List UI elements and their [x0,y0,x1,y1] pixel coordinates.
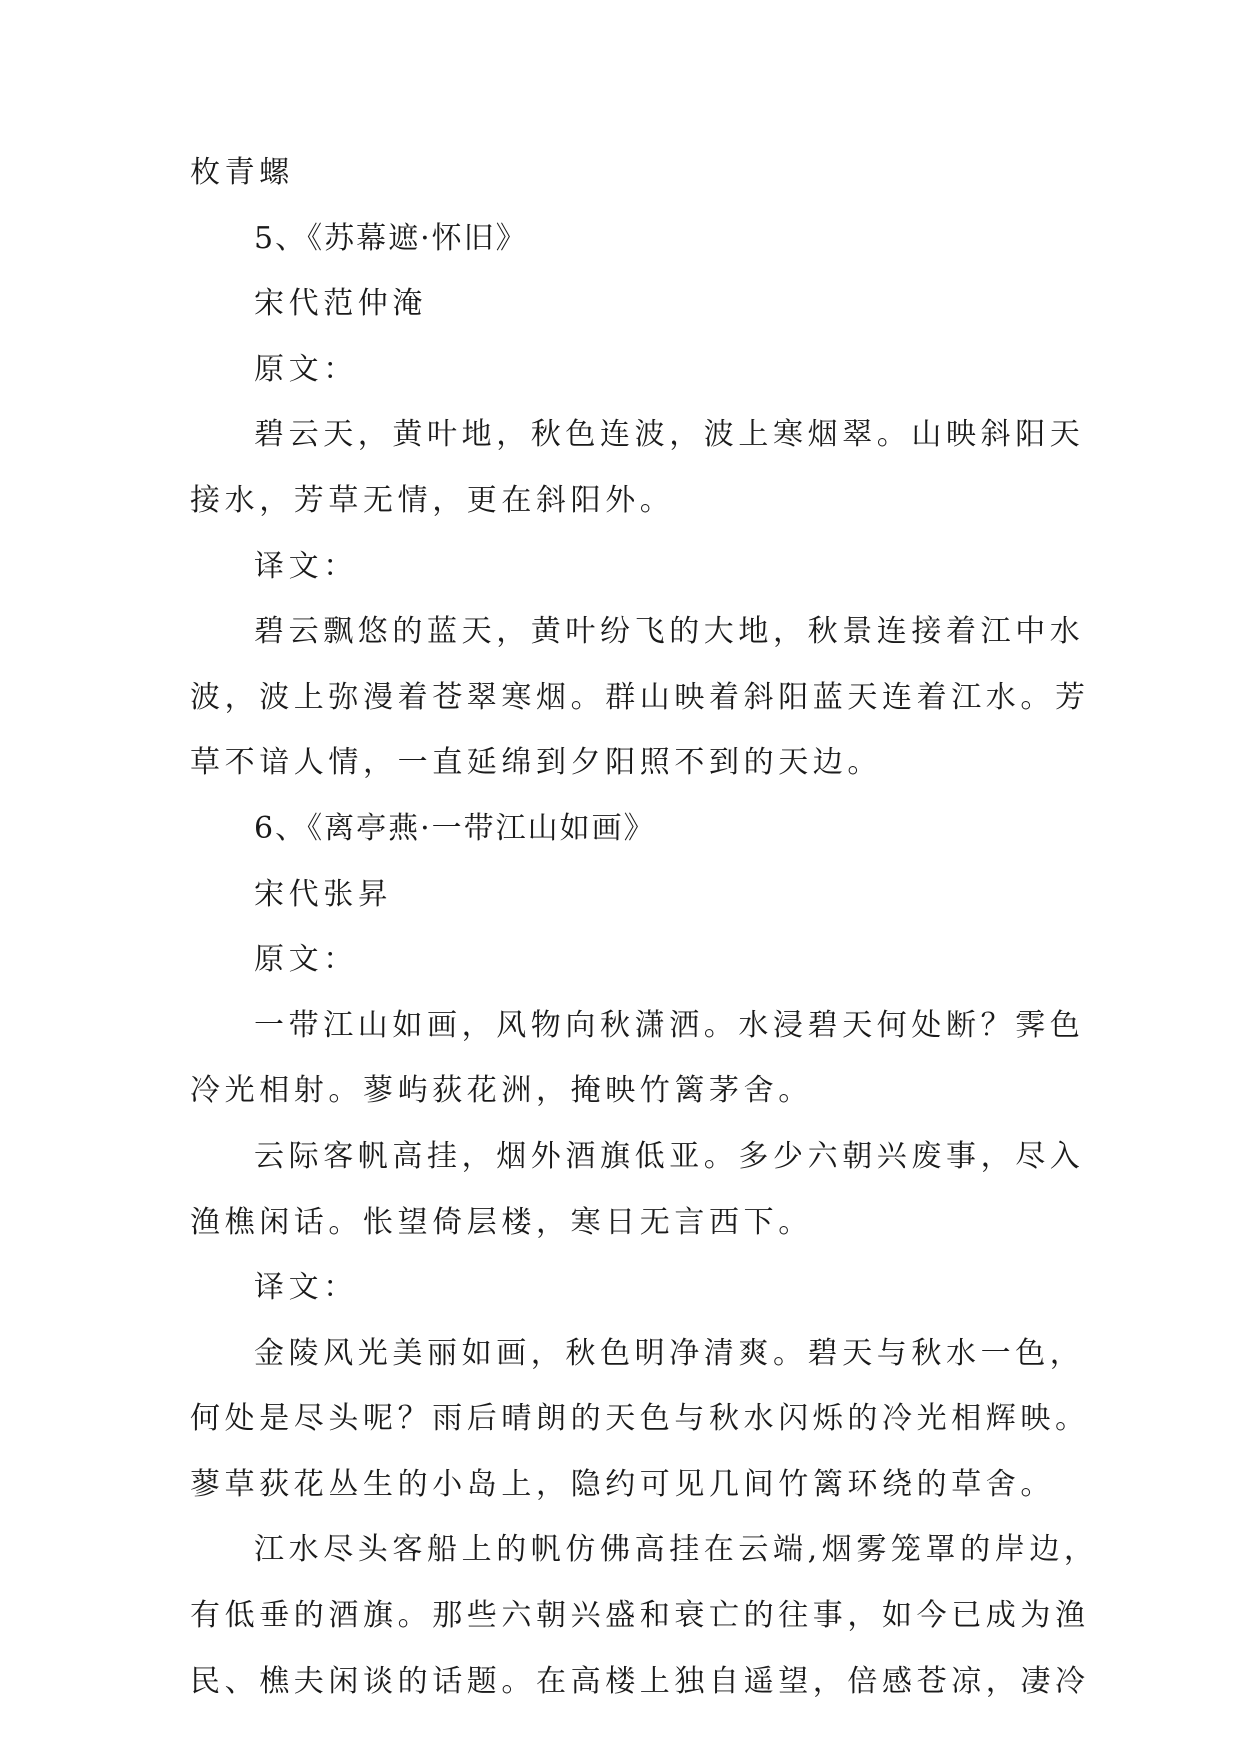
text-line: 原文： [254,942,358,978]
text-line: 草不谙人情，一直延绵到夕阳照不到的天边。 [190,745,882,781]
text-line: 枚青螺 [190,155,294,190]
text-line: 原文： [254,351,358,387]
text-line: 冷光相射。蓼屿荻花洲，掩映竹篱茅舍。 [190,1073,813,1109]
text-line: 渔樵闲话。怅望倚层楼，寒日无言西下。 [190,1204,813,1240]
text-line: 宋代张昇 [254,876,393,912]
text-line: 江水尽头客船上的帆仿佛高挂在云端,烟雾笼罩的岸边， [254,1532,1099,1568]
text-line: 金陵风光美丽如画，秋色明净清爽。碧天与秋水一色， [254,1335,1085,1371]
text-line: 宋代范仲淹 [254,286,427,322]
text-line: 一带江山如画，风物向秋潇洒。水浸碧天何处断？霁色 [254,1007,1085,1043]
text-line: 何处是尽头呢？雨后晴朗的天色与秋水闪烁的冷光相辉映。 [190,1401,1090,1437]
section-heading: 6、《离亭燕·一带江山如画》 [254,810,656,846]
section-heading: 5、《苏幕遮·怀旧》 [254,220,528,256]
text-line: 译文： [254,1270,358,1306]
text-line: 接水，芳草无情，更在斜阳外。 [190,482,675,518]
document-body [190,155,1099,1732]
text-line: 有低垂的酒旗。那些六朝兴盛和衰亡的往事，如今已成为渔 [190,1598,1090,1634]
text-line: 蓼草荻花丛生的小岛上，隐约可见几间竹篱环绕的草舍。 [190,1466,1055,1502]
text-line: 译文： [254,548,358,584]
text-line: 碧云天，黄叶地，秋色连波，波上寒烟翠。山映斜阳天 [254,417,1085,453]
text-line: 波，波上弥漫着苍翠寒烟。群山映着斜阳蓝天连着江水。芳 [190,679,1090,715]
text-line: 云际客帆高挂，烟外酒旗低亚。多少六朝兴废事，尽入 [254,1138,1085,1174]
text-line: 民、樵夫闲谈的话题。在高楼上独自遥望，倍感苍凉，凄冷 [190,1663,1090,1699]
text-line: 碧云飘悠的蓝天，黄叶纷飞的大地，秋景连接着江中水 [254,614,1085,650]
